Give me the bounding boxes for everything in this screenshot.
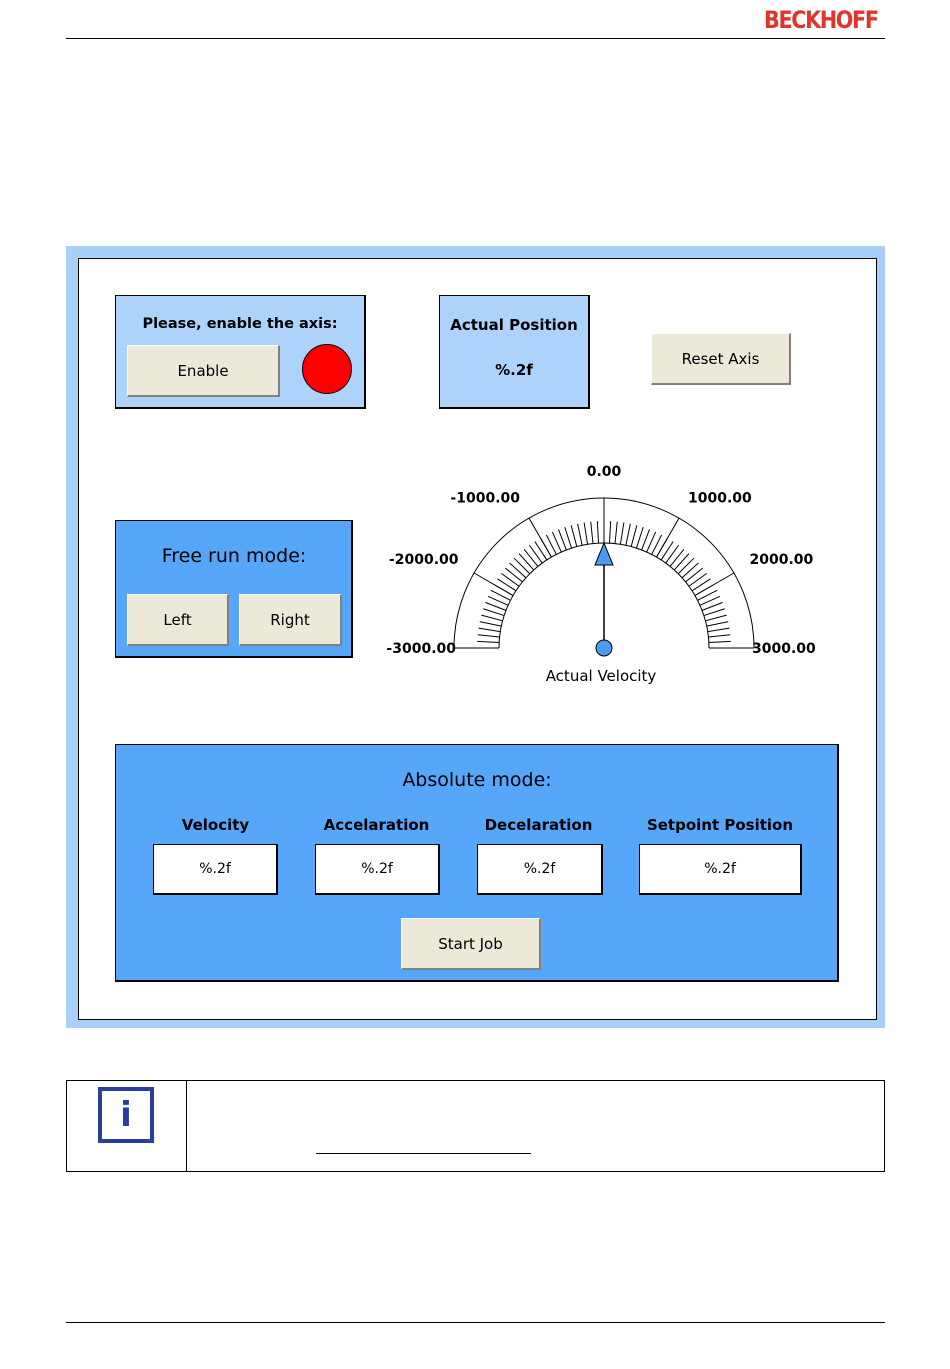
gauge-minor-tick [689,573,707,586]
gauge-minor-tick [565,527,572,548]
gauge-minor-tick [519,554,534,570]
gauge-minor-tick [682,563,698,578]
enable-prompt: Please, enable the axis: [142,316,338,332]
gauge-tick-label: 2000.00 [749,552,814,568]
velocity-gauge [380,455,850,695]
gauge-minor-tick [571,525,577,546]
gauge-minor-tick [642,529,650,550]
header-rule [66,38,885,39]
gauge-minor-tick [597,521,598,543]
gauge-minor-tick [709,641,731,642]
note-link-underline[interactable] [316,1153,531,1154]
gauge-tick-label: 3000.00 [752,641,816,657]
left-button[interactable]: Left [127,594,229,646]
footer-rule [66,1322,885,1323]
gauge-caption: Actual Velocity [545,667,657,685]
gauge-minor-tick [529,545,542,563]
gauge-minor-tick [478,635,500,637]
gauge-minor-tick [501,573,519,586]
start-job-button[interactable]: Start Job [401,918,541,970]
gauge-minor-tick [514,558,530,574]
gauge-minor-tick [636,527,643,548]
gauge-minor-tick [686,568,703,582]
gauge-minor-tick [626,524,631,546]
deceleration-field[interactable]: %.2f [477,844,603,895]
gauge-minor-tick [704,609,725,616]
gauge-minor-tick [505,568,522,582]
gauge-tick-label: -2000.00 [388,552,459,568]
actual-position-panel [439,295,590,409]
gauge-minor-tick [702,602,723,610]
gauge-minor-tick [510,563,526,578]
gauge-minor-tick [666,545,679,563]
gauge-minor-tick [708,635,730,637]
gauge-needle-hub [596,640,612,656]
info-icon: i [98,1087,154,1143]
gauge-minor-tick [631,525,637,546]
right-button[interactable]: Right [239,594,342,646]
gauge-needle-tip [595,543,613,565]
gauge-minor-tick [661,541,673,559]
velocity-label: Velocity [181,816,250,834]
gauge-minor-tick [609,521,610,543]
gauge-minor-tick [620,523,623,545]
gauge-tick-label: 0.00 [586,464,622,480]
gauge-minor-tick [674,554,689,570]
gauge-minor-tick [558,529,566,550]
gauge-tick-label: 1000.00 [688,490,752,507]
gauge-tick-label: -1000.00 [450,490,520,507]
actual-position-title: Actual Position [450,316,578,334]
gauge-minor-tick [591,522,593,544]
free-run-title: Free run mode: [161,545,307,567]
actual-position-value: %.2f [495,361,533,379]
gauge-minor-tick [535,541,547,559]
gauge-minor-tick [707,622,729,627]
axis-status-indicator [302,344,352,394]
absolute-mode-title: Absolute mode: [402,769,552,791]
enable-button[interactable]: Enable [127,345,280,397]
gauge-minor-tick [584,523,587,545]
gauge-minor-tick [497,579,515,591]
note-box [66,1080,885,1172]
gauge-minor-tick [477,641,499,642]
gauge-minor-tick [578,524,583,546]
reset-axis-button[interactable]: Reset Axis [651,333,791,385]
gauge-tick-label: -3000.00 [386,641,456,657]
setpoint-position-field[interactable]: %.2f [639,844,802,895]
gauge-minor-tick [479,628,501,631]
gauge-minor-tick [485,602,506,610]
velocity-field[interactable]: %.2f [153,844,278,895]
brand-logo: BECKHOFF [764,6,878,34]
gauge-minor-tick [481,615,502,621]
gauge-minor-tick [615,522,617,544]
gauge-minor-tick [708,628,730,631]
gauge-minor-tick [692,579,710,591]
acceleration-field[interactable]: %.2f [315,844,440,895]
acceleration-label: Accelaration [323,816,430,834]
gauge-minor-tick [480,622,502,627]
deceleration-label: Decelaration [484,816,593,834]
note-divider [186,1080,187,1172]
gauge-minor-tick [678,558,694,574]
gauge-minor-tick [705,615,726,621]
gauge-minor-tick [483,609,504,616]
setpoint-position-label: Setpoint Position [646,816,794,834]
gauge-minor-tick [670,549,684,566]
gauge-scale [454,498,754,656]
gauge-minor-tick [524,549,538,566]
